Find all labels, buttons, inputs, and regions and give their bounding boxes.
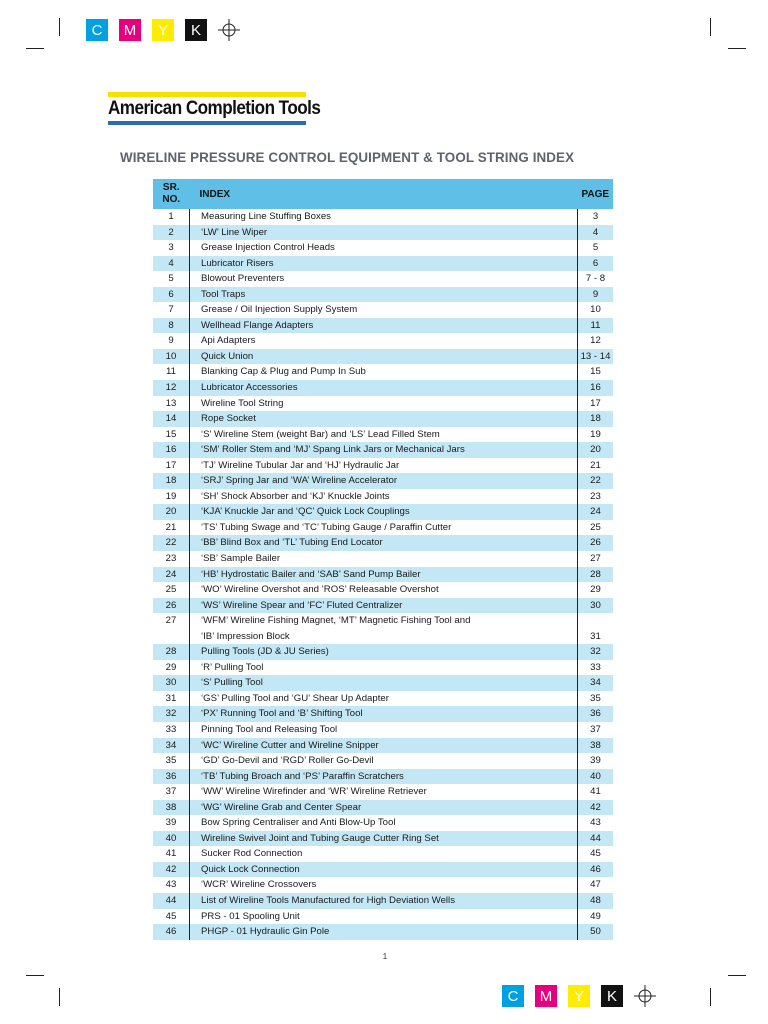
table-row	[153, 256, 613, 272]
table-row	[153, 240, 613, 256]
table-header-row	[153, 179, 613, 209]
row-sr-no: 8	[153, 318, 190, 334]
row-index: ‘GD’ Go-Devil and ‘RGD’ Roller Go-Devil	[190, 753, 578, 769]
row-sr-no: 26	[153, 598, 190, 614]
row-index: PHGP - 01 Hydraulic Gin Pole	[190, 924, 578, 940]
table-row	[153, 660, 613, 676]
table-row	[153, 753, 613, 769]
table-row	[153, 473, 613, 489]
registration-target-icon	[634, 985, 656, 1007]
row-page: 31	[590, 630, 601, 642]
row-index: Api Adapters	[190, 333, 578, 349]
row-page: 19	[590, 428, 601, 440]
row-sr-no: 18	[153, 473, 190, 489]
row-sr-no: 24	[153, 567, 190, 583]
row-index: ‘WS’ Wireline Spear and ‘FC’ Fluted Centralizer	[190, 598, 578, 614]
row-sr-no: 19	[165, 490, 177, 502]
table-row	[153, 225, 613, 241]
row-page: 20	[578, 442, 614, 458]
row-page: 12	[590, 335, 601, 347]
row-sr-no: 13	[165, 397, 177, 409]
row-index: ‘WC’ Wireline Cutter and Wireline Snipper	[190, 738, 578, 754]
row-page: 35	[590, 692, 601, 704]
row-sr-no: 42	[153, 862, 190, 878]
table-row	[153, 862, 613, 878]
row-index: Sucker Rod Connection	[190, 846, 578, 862]
row-index: ‘S’ Wireline Stem (weight Bar) and ‘LS’ Lead Filled Stem	[190, 427, 578, 443]
row-page: 40	[578, 769, 614, 785]
table-row	[153, 349, 613, 365]
row-index: Measuring Line Stuffing Boxes	[190, 209, 578, 225]
table-row	[153, 800, 613, 816]
magenta-swatch: M	[535, 985, 557, 1007]
row-page: 4	[578, 225, 614, 241]
row-index: ‘LW’ Line Wiper	[190, 225, 578, 241]
header-sr-no: SR. NO.	[153, 179, 190, 209]
row-index: Pulling Tools (JD & JU Series)	[190, 644, 578, 660]
row-sr-no: 40	[153, 831, 190, 847]
black-swatch: K	[185, 19, 207, 41]
table-row	[153, 520, 613, 536]
table-row	[153, 287, 613, 303]
row-page: 9	[578, 287, 614, 303]
row-index: Blowout Preventers	[190, 271, 578, 287]
yellow-swatch: Y	[568, 985, 590, 1007]
row-sr-no: 20	[153, 504, 190, 520]
table-row	[153, 396, 613, 412]
row-index: List of Wireline Tools Manufactured for High Deviation Wells	[190, 893, 578, 909]
row-page: 45	[590, 848, 601, 860]
row-sr-no: 1	[168, 211, 174, 222]
row-index: Quick Union	[190, 349, 578, 365]
table-row	[153, 318, 613, 334]
table-row	[153, 924, 613, 940]
cmyk-bar-bottom	[502, 985, 656, 1007]
row-sr-no: 37	[165, 786, 177, 798]
table-row	[153, 567, 613, 583]
cmyk-bar-top	[86, 19, 240, 41]
crop-mark	[59, 18, 60, 36]
row-sr-no: 46	[153, 924, 190, 940]
row-sr-no: 21	[165, 521, 177, 533]
row-index: Tool Traps	[190, 287, 578, 303]
row-sr-no: 34	[153, 738, 190, 754]
row-sr-no: 6	[153, 287, 190, 303]
table-row	[153, 333, 613, 349]
row-page: 28	[578, 567, 614, 583]
row-page: 43	[590, 817, 601, 829]
row-sr-no: 3	[168, 242, 174, 254]
row-sr-no: 27	[165, 615, 177, 627]
row-page: 18	[578, 411, 614, 427]
row-sr-no: 17	[165, 459, 177, 471]
row-sr-no: 14	[153, 411, 190, 427]
table-row	[153, 458, 613, 474]
row-index: ‘S’ Pulling Tool	[190, 675, 578, 691]
row-index: ‘PX’ Running Tool and ‘B’ Shifting Tool	[190, 706, 578, 722]
row-page: 21	[590, 459, 601, 471]
row-page: 30	[578, 598, 614, 614]
row-page: 44	[578, 831, 614, 847]
row-sr-no: 36	[153, 769, 190, 785]
row-index: ‘TS’ Tubing Swage and ‘TC’ Tubing Gauge / Paraffin Cutter	[190, 520, 578, 536]
table-row	[153, 784, 613, 800]
row-index: Wireline Tool String	[190, 396, 578, 412]
row-index: Lubricator Risers	[190, 256, 578, 272]
table-row	[153, 364, 613, 380]
header-page: PAGE	[578, 179, 614, 209]
table-row	[153, 489, 613, 505]
index-table	[153, 179, 613, 940]
table-row	[153, 598, 613, 614]
table-row	[153, 706, 613, 722]
table-row	[153, 675, 613, 691]
row-page: 26	[578, 535, 614, 551]
row-page: 47	[590, 879, 601, 891]
table-row	[153, 877, 613, 893]
row-page: 38	[578, 738, 614, 754]
row-page: 5	[592, 242, 599, 254]
table-row	[153, 504, 613, 520]
cyan-swatch: C	[86, 19, 108, 41]
table-row	[153, 442, 613, 458]
row-index: ‘SRJ’ Spring Jar and ‘WA’ Wireline Accelerator	[190, 473, 578, 489]
row-sr-no: 16	[153, 442, 190, 458]
row-sr-no: 30	[153, 675, 190, 691]
row-index: Blanking Cap & Plug and Pump In Sub	[190, 364, 578, 380]
brand-logo	[108, 92, 321, 125]
row-sr-no: 11	[166, 366, 176, 378]
row-sr-no: 4	[153, 256, 190, 272]
row-page: 48	[578, 893, 614, 909]
table-row	[153, 582, 613, 598]
table-row	[153, 722, 613, 738]
row-sr-no: 9	[168, 335, 174, 347]
cyan-swatch: C	[502, 985, 524, 1007]
crop-mark	[728, 48, 746, 49]
row-page: 23	[590, 490, 601, 502]
row-sr-no: 35	[165, 755, 177, 767]
row-index: ‘WO’ Wireline Overshot and ‘ROS’ Releasable Overshot	[190, 582, 578, 598]
table-row	[153, 738, 613, 754]
row-sr-no: 44	[153, 893, 190, 909]
row-index: ‘TJ’ Wireline Tubular Jar and ‘HJ’ Hydraulic Jar	[190, 458, 578, 474]
brand-name: American Completion Tools	[108, 98, 321, 119]
row-sr-no: 39	[165, 817, 177, 829]
row-index: Rope Socket	[190, 411, 578, 427]
row-page: 3	[592, 211, 599, 222]
row-page: 22	[578, 473, 614, 489]
crop-mark	[26, 975, 44, 976]
row-sr-no: 10	[153, 349, 190, 365]
row-page: 29	[590, 584, 601, 596]
table-row	[153, 815, 613, 831]
row-page: 15	[590, 366, 601, 378]
row-page: 24	[578, 504, 614, 520]
row-sr-no: 25	[165, 584, 177, 596]
row-index: Grease Injection Control Heads	[190, 240, 578, 256]
row-index: Lubricator Accessories	[190, 380, 578, 396]
row-index: ‘WG’ Wireline Grab and Center Spear	[190, 800, 578, 816]
row-index: ‘SH’ Shock Absorber and ‘KJ’ Knuckle Joints	[190, 489, 578, 505]
crop-mark	[710, 988, 711, 1006]
row-index: Wellhead Flange Adapters	[190, 318, 578, 334]
row-page: 6	[578, 256, 614, 272]
row-page: 13 - 14	[578, 349, 614, 365]
brand-blue-bar	[108, 121, 306, 125]
row-index: ‘KJA’ Knuckle Jar and ‘QC’ Quick Lock Couplings	[190, 504, 578, 520]
row-index: ‘SB’ Sample Bailer	[190, 551, 578, 567]
row-page: 27	[590, 553, 601, 565]
row-sr-no: 12	[153, 380, 190, 396]
row-sr-no: 22	[153, 535, 190, 551]
row-index: ‘SM’ Roller Stem and ‘MJ’ Spang Link Jars or Mechanical Jars	[190, 442, 578, 458]
table-row	[153, 427, 613, 443]
row-sr-no: 23	[165, 553, 177, 565]
registration-target-icon	[218, 19, 240, 41]
row-page: 36	[578, 706, 614, 722]
row-sr-no: 28	[153, 644, 190, 660]
crop-mark	[728, 975, 746, 976]
table-row	[153, 644, 613, 660]
row-index-line: ‘WFM’ Wireline Fishing Magnet, ‘MT’ Magnetic Fishing Tool and	[201, 615, 471, 627]
row-page: 42	[578, 800, 614, 816]
row-sr-no: 45	[165, 910, 177, 922]
table-row	[153, 302, 613, 318]
row-index	[190, 613, 578, 644]
row-index: ‘WCR’ Wireline Crossovers	[190, 877, 578, 893]
crop-mark	[710, 18, 711, 36]
row-index: Bow Spring Centraliser and Anti Blow-Up Tool	[190, 815, 578, 831]
table-row	[153, 769, 613, 785]
row-page: 33	[590, 661, 601, 673]
row-index: ‘BB’ Blind Box and ‘TL’ Tubing End Locator	[190, 535, 578, 551]
row-index: Grease / Oil Injection Supply System	[190, 302, 578, 318]
table-row	[153, 551, 613, 567]
row-page: 49	[590, 910, 601, 922]
table-row	[153, 846, 613, 862]
row-page: 16	[578, 380, 614, 396]
row-page: 17	[590, 397, 601, 409]
row-page: 34	[578, 675, 614, 691]
table-row	[153, 893, 613, 909]
row-page: 32	[578, 644, 614, 660]
table-row	[153, 209, 613, 225]
row-index: ‘R’ Pulling Tool	[190, 660, 578, 676]
yellow-swatch: Y	[152, 19, 174, 41]
table-row	[153, 613, 613, 644]
row-sr-no: 38	[153, 800, 190, 816]
table-row	[153, 380, 613, 396]
table-row	[153, 691, 613, 707]
row-sr-no: 32	[153, 706, 190, 722]
table-row	[153, 535, 613, 551]
row-sr-no: 41	[165, 848, 177, 860]
row-index: PRS - 01 Spooling Unit	[190, 909, 578, 925]
row-index: Pinning Tool and Releasing Tool	[190, 722, 578, 738]
row-index: Quick Lock Connection	[190, 862, 578, 878]
row-sr-no: 43	[165, 879, 177, 891]
row-index: Wireline Swivel Joint and Tubing Gauge Cutter Ring Set	[190, 831, 578, 847]
row-sr-no: 2	[153, 225, 190, 241]
crop-mark	[26, 48, 44, 49]
row-page: 46	[578, 862, 614, 878]
row-index: ‘WW’ Wireline Wirefinder and ‘WR’ Wireline Retriever	[190, 784, 578, 800]
row-index-line: ‘IB’ Impression Block	[201, 630, 290, 642]
header-index: INDEX	[190, 179, 578, 209]
page-title: WIRELINE PRESSURE CONTROL EQUIPMENT & TOOL STRING INDEX	[120, 150, 575, 165]
row-sr-no: 15	[165, 428, 177, 440]
row-index: ‘TB’ Tubing Broach and ‘PS’ Paraffin Scratchers	[190, 769, 578, 785]
black-swatch: K	[601, 985, 623, 1007]
table-row	[153, 831, 613, 847]
table-row	[153, 411, 613, 427]
crop-mark	[59, 988, 60, 1006]
row-page: 10	[590, 304, 601, 316]
row-sr-no: 31	[165, 692, 177, 704]
row-sr-no: 5	[168, 273, 174, 285]
row-page: 7 - 8	[585, 273, 606, 285]
row-index: ‘HB’ Hydrostatic Bailer and ‘SAB’ Sand Pump Bailer	[190, 567, 578, 583]
row-sr-no: 29	[165, 661, 177, 673]
row-page: 50	[578, 924, 614, 940]
page-number: 1	[382, 952, 388, 961]
row-index: ‘GS’ Pulling Tool and ‘GU’ Shear Up Adapter	[190, 691, 578, 707]
row-sr-no: 33	[165, 723, 177, 735]
table-row	[153, 909, 613, 925]
row-sr-no: 7	[168, 304, 174, 316]
row-page: 39	[590, 755, 601, 767]
table-row	[153, 271, 613, 287]
magenta-swatch: M	[119, 19, 141, 41]
row-page: 37	[590, 723, 601, 735]
row-page: 41	[590, 786, 601, 798]
table-body	[153, 209, 613, 940]
row-page: 11	[578, 318, 614, 334]
row-page: 25	[590, 521, 601, 533]
